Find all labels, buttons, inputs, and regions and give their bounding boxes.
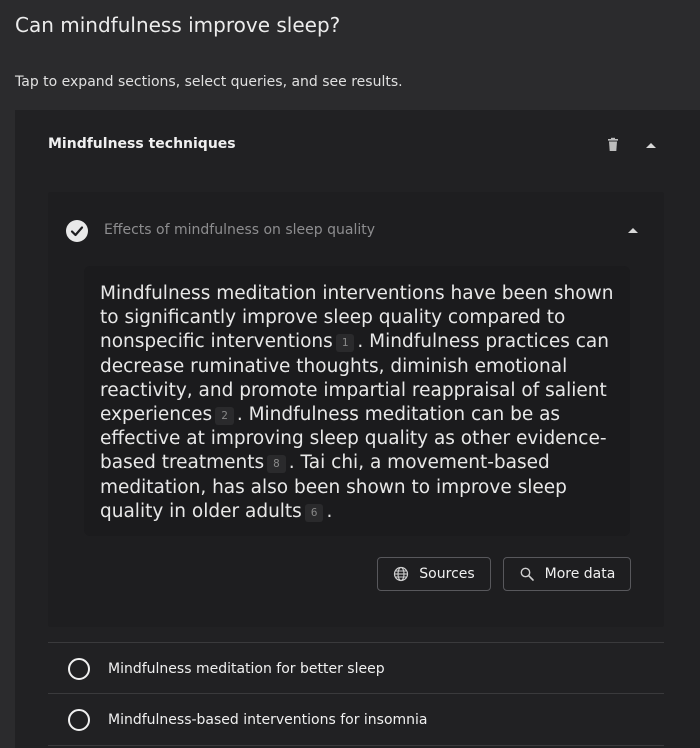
query-label[interactable]: Mindfulness-based interventions for insomnia [108, 712, 428, 728]
divider [48, 693, 664, 694]
answer-segment: . [326, 500, 333, 522]
caret-up-icon [641, 135, 661, 155]
collapse-section-button[interactable] [641, 135, 661, 155]
page-title: Can mindfulness improve sleep? [15, 13, 341, 37]
instructions-text: Tap to expand sections, select queries, and see results. [15, 74, 403, 90]
answer-segment: Mindfulness meditation interventions have been shown to significantly improve sleep quality compared to nonspecific interventions [100, 283, 614, 353]
citation-badge[interactable]: 6 [305, 504, 324, 522]
divider [48, 745, 664, 746]
divider [48, 642, 664, 643]
search-icon [519, 566, 535, 582]
more-data-button[interactable] [503, 557, 631, 591]
sources-button-label: Sources [419, 566, 475, 582]
query-selected-check[interactable] [66, 220, 88, 242]
answer-segment: . Mindfulness practices can decrease ruminative thoughts, diminish emotional reactivity, and promote impartial reappraisal of salient experiences [100, 331, 609, 426]
citation-badge[interactable]: 8 [267, 455, 286, 473]
query-radio[interactable] [68, 709, 90, 731]
answer-text [100, 282, 620, 524]
answer-segment: . Tai chi, a movement-based meditation, has also been shown to improve sleep quality in older adults [100, 452, 567, 522]
caret-up-icon [623, 220, 643, 240]
citation-badge[interactable]: 2 [215, 407, 234, 425]
section-title[interactable]: Mindfulness techniques [48, 136, 236, 152]
active-query-label[interactable]: Effects of mindfulness on sleep quality [104, 222, 376, 238]
globe-icon [393, 566, 409, 582]
more-data-button-label: More data [544, 566, 616, 582]
sources-button[interactable] [377, 557, 491, 591]
query-radio[interactable] [68, 658, 90, 680]
query-label[interactable]: Mindfulness meditation for better sleep [108, 661, 385, 677]
check-icon [66, 220, 88, 242]
citation-badge[interactable]: 1 [336, 334, 355, 352]
trash-icon [604, 136, 622, 154]
answer-segment: . Mindfulness meditation can be as effective at improving sleep quality as other evidence-based treatments [100, 404, 607, 474]
collapse-query-button[interactable] [623, 220, 643, 240]
delete-section-button[interactable] [604, 136, 622, 154]
